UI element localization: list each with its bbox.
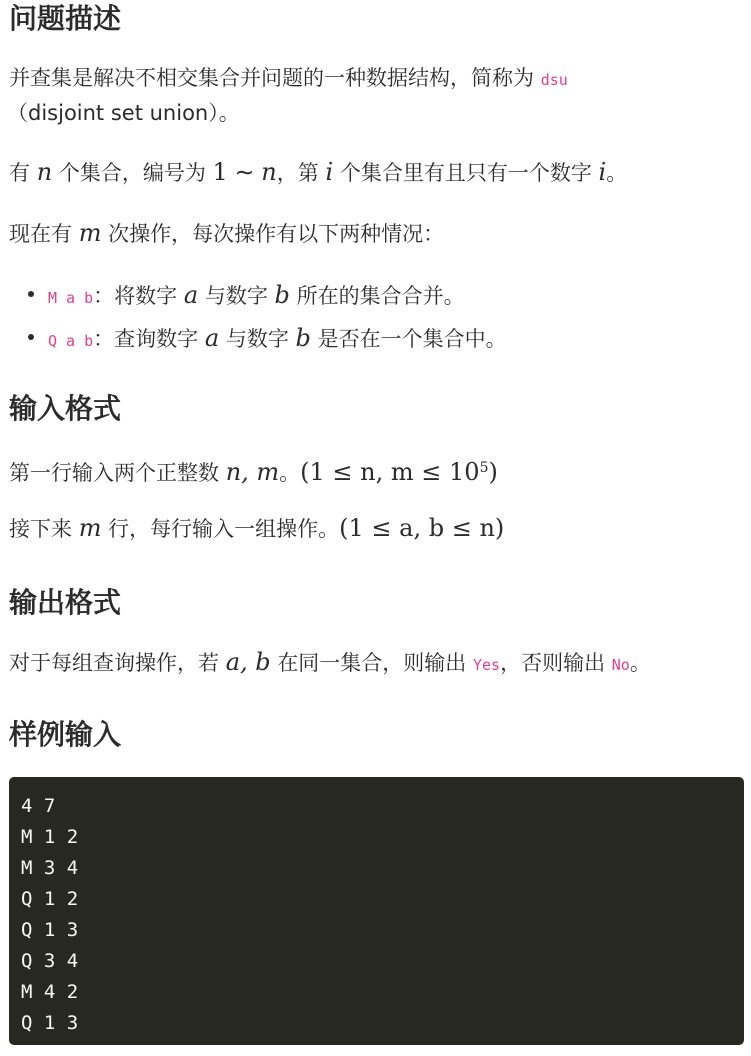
math-exponent: 5 <box>479 460 489 476</box>
math-a: a <box>183 281 199 309</box>
op-code: Q a b <box>48 332 94 350</box>
intro-code: dsu <box>540 71 568 89</box>
text-fragment: 次操作，每次操作有以下两种情况： <box>108 222 445 246</box>
text-fragment: ，第 <box>276 161 319 185</box>
code-line: M 4 2 <box>21 981 79 1003</box>
code-line: M 1 2 <box>21 826 79 848</box>
input-line-2 <box>9 513 504 544</box>
text-fragment: 个集合里有且只有一个数字 <box>339 161 592 185</box>
intro-text: 并查集是解决不相交集合并问题的一种数据结构，简称为 <box>9 66 534 90</box>
text-fragment: 有 <box>9 161 30 185</box>
yes-code: Yes <box>473 656 501 674</box>
math-condition: (1 ≤ a, b ≤ n) <box>339 514 505 542</box>
ops-intro-line <box>9 218 444 249</box>
code-line: Q 1 3 <box>21 919 79 941</box>
intro-paren: （disjoint set union）。 <box>7 101 240 125</box>
text-fragment: ：将数字 <box>93 284 178 308</box>
text-fragment: 所在的集合合并。 <box>296 284 465 308</box>
list-item <box>18 275 751 318</box>
text-fragment: 现在有 <box>9 222 72 246</box>
text-fragment: 对于每组查询操作，若 <box>9 651 219 675</box>
code-line: M 3 4 <box>21 857 79 879</box>
op-code: M a b <box>48 289 94 307</box>
math-i: i <box>325 158 334 186</box>
text-fragment: ，否则输出 <box>500 651 606 675</box>
text-fragment: 接下来 <box>9 517 72 541</box>
intro-line <box>9 63 568 95</box>
code-line: Q 3 4 <box>21 950 79 972</box>
text-fragment: ：查询数字 <box>93 327 199 351</box>
text-fragment: 。 <box>279 461 301 485</box>
input-heading: 输入格式 <box>9 392 122 425</box>
sets-line <box>9 157 627 188</box>
bullet-icon <box>28 291 34 297</box>
text-fragment: 个集合，编号为 <box>58 161 206 185</box>
output-heading: 输出格式 <box>9 586 122 619</box>
text-fragment: 行，每行输入一组操作。 <box>108 517 340 541</box>
math-b: b <box>295 324 311 352</box>
text-fragment: 与数字 <box>204 284 268 308</box>
text-fragment: 在同一集合，则输出 <box>277 651 467 675</box>
math-one: 1 <box>212 158 228 186</box>
math-m: m <box>78 514 102 542</box>
input-line-1 <box>9 453 498 488</box>
math-condition: (1 ≤ n, m ≤ 10 <box>300 458 480 486</box>
no-code: No <box>611 656 630 674</box>
list-item <box>18 318 751 361</box>
bullet-icon <box>28 334 34 340</box>
problem-heading: 问题描述 <box>9 2 122 35</box>
math-b: b <box>274 281 290 309</box>
math-a: a <box>204 324 220 352</box>
text-fragment: 。 <box>606 161 628 185</box>
code-line: 4 7 <box>21 795 56 817</box>
code-line: Q 1 2 <box>21 888 79 910</box>
sample-input-heading: 样例输入 <box>9 718 122 751</box>
math-n: n <box>261 158 277 186</box>
math-tilde: ∼ <box>234 158 255 186</box>
math-ab: a, b <box>225 648 271 676</box>
text-fragment: 。 <box>629 651 651 675</box>
text-fragment: 第一行输入两个正整数 <box>9 461 219 485</box>
math-paren: ) <box>488 458 498 486</box>
code-line: Q 1 3 <box>21 1012 79 1034</box>
math-nm: n, m <box>225 458 280 486</box>
text-fragment: 是否在一个集合中。 <box>317 327 507 351</box>
math-i: i <box>598 158 607 186</box>
math-m: m <box>78 219 102 247</box>
sample-input-code-block[interactable] <box>9 777 744 1045</box>
output-line <box>9 647 651 680</box>
ops-list <box>0 275 751 361</box>
math-n: n <box>36 158 53 186</box>
text-fragment: 与数字 <box>225 327 289 351</box>
